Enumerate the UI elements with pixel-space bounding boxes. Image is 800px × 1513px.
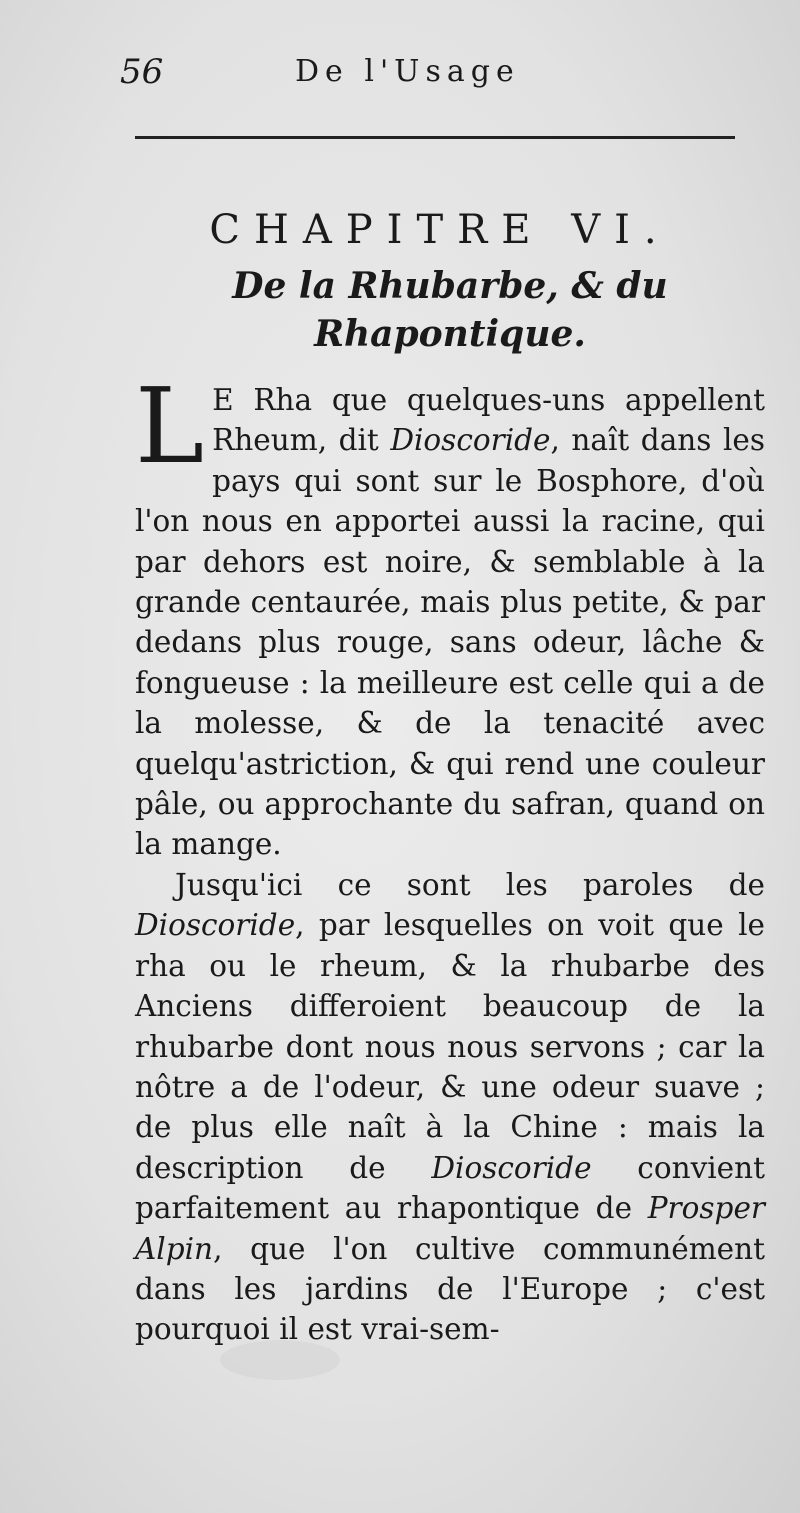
page-header bbox=[120, 52, 770, 102]
running-head: De l'Usage bbox=[295, 54, 520, 89]
header-rule bbox=[135, 136, 735, 139]
paragraph-1 bbox=[135, 365, 765, 865]
paragraph-2 bbox=[135, 865, 765, 1350]
chapter-title: CHAPITRE VI. bbox=[209, 206, 671, 253]
text-span: Jusqu'ici ce sont les paroles de bbox=[175, 867, 765, 902]
page-number: 56 bbox=[120, 52, 164, 92]
italic-name: Dioscoride bbox=[135, 908, 296, 943]
italic-name: Dioscoride bbox=[431, 1150, 592, 1185]
body-text bbox=[135, 365, 765, 1350]
paper-smudge bbox=[220, 1340, 340, 1380]
text-span: , que l'on cultive communément dans les jardins de l'Europe ; c'est pourquoi il est vrai-sem- bbox=[135, 1231, 765, 1347]
text-span: E Rha que quelques-uns appellent Rheum, dit bbox=[212, 383, 765, 458]
text-span: , par lesquelles on voit que le rha ou le rheum, & la rhubarbe des Anciens differoient beaucoup de la rhubarbe dont nous nous servons ; car la nôtre a de l'odeur, & une odeur suave ; de plus elle naît à la Chine : mais la description de bbox=[135, 908, 765, 1185]
drop-cap: L bbox=[135, 365, 205, 487]
chapter-subtitle: De la Rhubarbe, & du Rhapontique. bbox=[232, 265, 668, 355]
text-span: convient parfaitement au rhapontique de bbox=[135, 1150, 765, 1226]
italic-name: Prosper Alpin bbox=[135, 1191, 765, 1266]
italic-name: Dioscoride bbox=[390, 423, 551, 458]
text-span: , naît dans les pays qui sont sur le Bosphore, d'où l'on nous en apportei aussi la racine, qui par dehors est noire, & semblable à la grande centaurée, mais plus petite, & par dedans plus rouge, sans odeur, lâche & fongueuse : la meilleure est celle qui a de la molesse, & de la tenacité avec quelqu'astriction, & qui rend une couleur pâle, ou approchante du safran, quand on la mange. bbox=[135, 423, 765, 862]
